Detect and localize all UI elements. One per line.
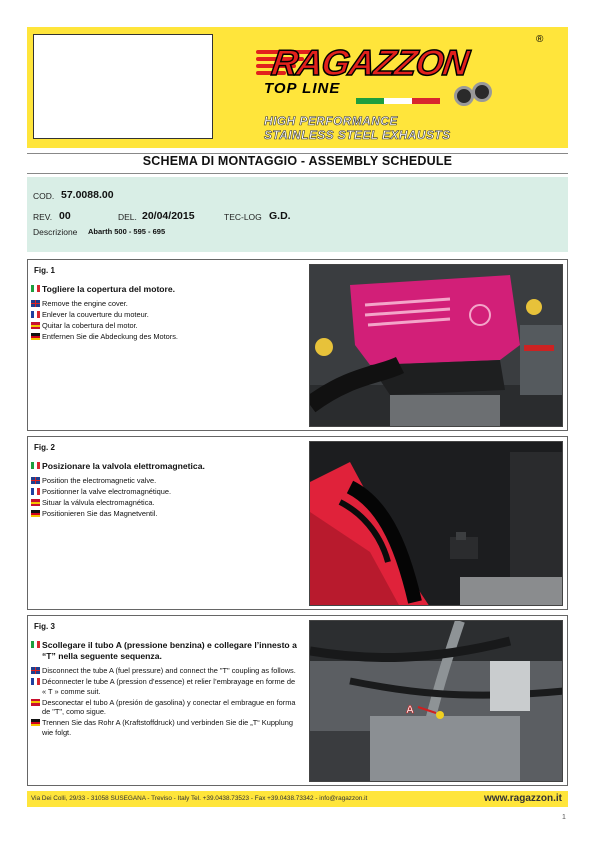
- figure-2-panel: [27, 436, 568, 610]
- step-text: Scollegare il tubo A (pressione benzina) e collegare l’innesto a “T” nella seguente sequenza.: [42, 640, 297, 661]
- french-flag-icon: [31, 311, 40, 318]
- product-info-block: [27, 177, 568, 252]
- figure-label: Fig. 3: [34, 622, 55, 631]
- step-spanish: [28, 321, 303, 331]
- uk-flag-icon: [31, 477, 40, 484]
- spanish-flag-icon: [31, 499, 40, 506]
- registered-mark: ®: [536, 34, 544, 45]
- step-text: Positionner la valve electromagnétique.: [42, 487, 172, 497]
- step-german: [28, 718, 298, 737]
- teclog-value: G.D.: [269, 210, 291, 222]
- italian-flag-strip: [356, 98, 440, 104]
- french-flag-icon: [31, 488, 40, 495]
- teclog-label: TEC-LOG: [224, 212, 262, 222]
- cod-value: 57.0088.00: [61, 189, 114, 201]
- figure-label: Fig. 2: [34, 443, 55, 452]
- step-text: Desconectar el tubo A (presión de gasolina) y conectar el embrague en forma de "T", como sigue.: [42, 697, 296, 717]
- customer-logo-box: [33, 34, 213, 139]
- step-text: Positionieren Sie das Magnetventil.: [42, 509, 158, 519]
- step-italian: [28, 461, 303, 472]
- step-italian: [28, 640, 298, 662]
- del-value: 20/04/2015: [142, 210, 195, 222]
- figure-3-panel: [27, 615, 568, 786]
- del-label: DEL.: [118, 212, 137, 222]
- description-value: Abarth 500 - 595 - 695: [88, 227, 166, 236]
- brand-subbrand: TOP LINE: [264, 80, 341, 97]
- rev-label: REV.: [33, 212, 53, 222]
- step-english: [28, 666, 298, 676]
- step-english: [28, 299, 303, 309]
- website-link[interactable]: www.ragazzon.it: [484, 793, 562, 804]
- uk-flag-icon: [31, 300, 40, 307]
- figure-1-panel: [27, 259, 568, 431]
- german-flag-icon: [31, 510, 40, 517]
- step-english: [28, 476, 303, 486]
- step-text: Posizionare la valvola elettromagnetica.: [42, 461, 205, 471]
- italian-flag-icon: [31, 641, 40, 648]
- step-text: Togliere la copertura del motore.: [42, 284, 176, 294]
- footer-band: [27, 791, 568, 807]
- tagline-high-performance: HIGH PERFORMANCE: [264, 114, 398, 128]
- figure-label: Fig. 1: [34, 266, 55, 275]
- figure-3-steps: [28, 640, 298, 739]
- tagline-stainless-steel: STAINLESS STEEL EXHAUSTS: [264, 128, 451, 142]
- brand-name: RAGAZZON: [269, 42, 471, 83]
- uk-flag-icon: [31, 667, 40, 674]
- exhaust-pipes-icon: [454, 82, 498, 112]
- step-spanish: [28, 498, 303, 508]
- step-text: Déconnecter le tube A (pression d’essence) et relier l’embrayage en forme de « T » comme suit.: [42, 677, 296, 696]
- company-address: Via Dei Colli, 29/33 - 31058 SUSEGANA - Treviso - Italy Tel. +39.0438.73523 - Fax +39.0438.73342 - info@ragazzon.it: [31, 795, 368, 802]
- italian-flag-icon: [31, 462, 40, 469]
- brand-logo: [256, 34, 556, 144]
- step-text: Situar la válvula electromagnética.: [42, 498, 155, 508]
- step-french: [28, 677, 298, 696]
- rev-value: 00: [59, 210, 71, 222]
- step-text: Disconnect the tube A (fuel pressure) and connect the "T" coupling as follows.: [42, 666, 296, 675]
- fuel-pressure-tube-photo: [309, 620, 563, 782]
- step-text: Trennen Sie das Rohr A (Kraftstoffdruck) und verbinden Sie die „T“ Kupplung wie folgt.: [42, 718, 294, 738]
- german-flag-icon: [31, 719, 40, 726]
- electromagnetic-valve-photo: [309, 441, 563, 606]
- step-text: Quitar la cobertura del motor.: [42, 321, 138, 331]
- step-text: Entfernen Sie die Abdeckung des Motors.: [42, 332, 178, 342]
- document-title: SCHEMA DI MONTAGGIO - ASSEMBLY SCHEDULE: [142, 154, 453, 168]
- german-flag-icon: [31, 333, 40, 340]
- step-text: Enlever la couverture du moteur.: [42, 310, 149, 320]
- tube-a-marker: A: [406, 704, 414, 716]
- engine-cover-photo: [309, 264, 563, 427]
- step-italian: [28, 284, 303, 295]
- figure-1-steps: [28, 284, 303, 343]
- cod-label: COD.: [33, 191, 55, 201]
- step-text: Position the electromagnetic valve.: [42, 476, 157, 485]
- step-french: [28, 310, 303, 320]
- page-number: 1: [562, 814, 566, 821]
- description-label: Descrizione: [33, 227, 78, 237]
- figure-2-steps: [28, 461, 303, 520]
- french-flag-icon: [31, 678, 40, 685]
- spanish-flag-icon: [31, 322, 40, 329]
- step-german: [28, 332, 303, 342]
- step-text: Remove the engine cover.: [42, 299, 128, 308]
- italian-flag-icon: [31, 285, 40, 292]
- step-german: [28, 509, 303, 519]
- step-french: [28, 487, 303, 497]
- title-rule-bottom: [27, 173, 568, 174]
- spanish-flag-icon: [31, 699, 40, 706]
- step-spanish: [28, 698, 298, 717]
